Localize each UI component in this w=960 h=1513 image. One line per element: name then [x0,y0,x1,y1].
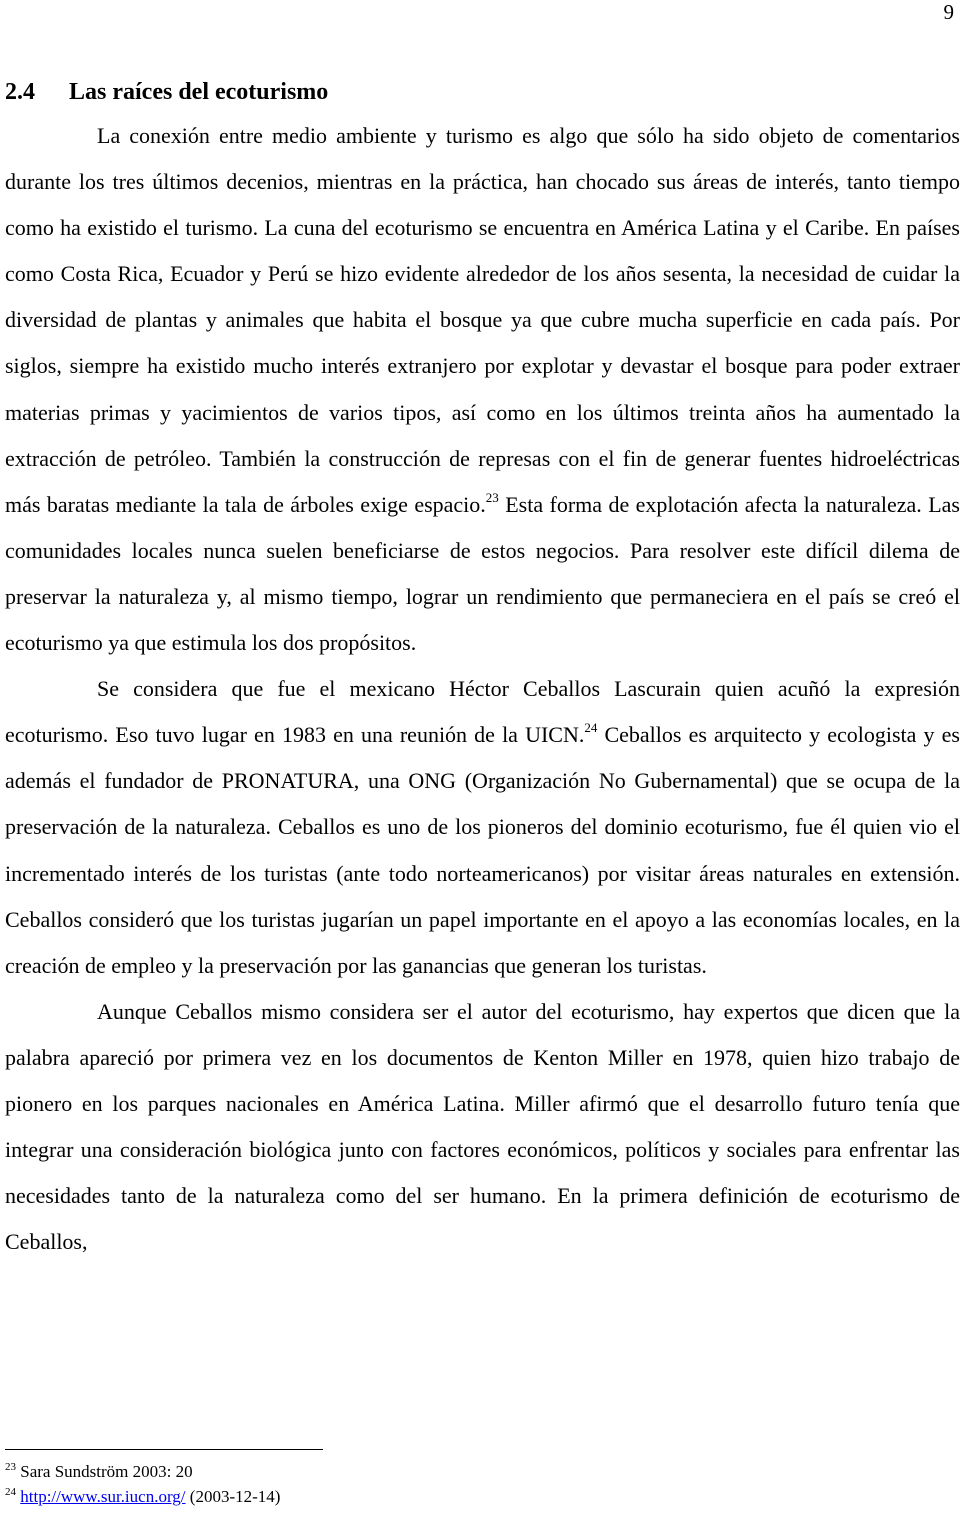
paragraph-text: Se considera que fue el mexicano Héctor Ceballos Lascurain quien acuñó la expresión ecoturismo. Eso tuvo lugar en 1983 en una reunión de la UICN. [5,676,960,748]
paragraph [5,666,960,989]
page-number: 9 [943,0,954,24]
paragraph-text: Esta forma de explotación afecta la naturaleza. Las comunidades locales nunca suelen beneficiarse de estos negocios. Para resolver este difícil dilema de preservar la naturaleza y, al mismo tiempo, lograr un rendimiento que permaneciera en el país se creó el ecoturismo ya que estimula los dos propósitos. [5,491,960,656]
section-heading [5,78,328,106]
paragraph-text: Ceballos es arquitecto y ecologista y es además el fundador de PRONATURA, una ONG (Organización No Gubernamental) que se ocupa de la preservación de la naturaleza. Ceballos es uno de los pioneros del dominio ecoturismo, fue él quien vio el incrementado interés de los turistas (ante todo norteamericanos) por visitar áreas naturales en extensión. Ceballos consideró que los turistas jugarían un papel importante en el apoyo a las economías locales, en la creación de empleo y la preservación por las ganancias que generan los turistas. [5,722,960,978]
footnote-link[interactable]: http://www.sur.iucn.org/ [20,1487,186,1506]
footnote-text: Sara Sundström 2003: 20 [20,1462,193,1481]
footnote [5,1484,280,1509]
footnotes [5,1459,280,1509]
footnote-text: (2003-12-14) [185,1487,281,1506]
footnote-number: 24 [5,1486,16,1498]
footnote-separator [5,1449,323,1450]
footnote [5,1459,280,1484]
footnote-ref[interactable]: 23 [485,489,499,505]
section-title: Las raíces del ecoturismo [69,79,329,105]
paragraph [5,989,960,1266]
paragraph [5,113,960,666]
body-text [5,113,960,1265]
section-number: 2.4 [5,79,35,105]
footnote-ref[interactable]: 24 [584,720,598,736]
footnote-number: 23 [5,1461,16,1473]
paragraph-text: Aunque Ceballos mismo considera ser el autor del ecoturismo, hay expertos que dicen que la palabra apareció por primera vez en los documentos de Kenton Miller en 1978, quien hizo trabajo de pionero en los parques nacionales en América Latina. Miller afirmó que el desarrollo futuro tenía que integrar una consideración biológica junto con factores económicos, políticos y sociales para enfrentar las necesidades tanto de la naturaleza como del ser humano. En la primera definición de ecoturismo de Ceballos, [5,998,960,1255]
paragraph-text: La conexión entre medio ambiente y turismo es algo que sólo ha sido objeto de comentarios durante los tres últimos decenios, mientras en la práctica, han chocado sus áreas de interés, tanto tiempo como ha existido el turismo. La cuna del ecoturismo se encuentra en América Latina y el Caribe. En países como Costa Rica, Ecuador y Perú se hizo evidente alrededor de los años sesenta, la necesidad de cuidar la diversidad de plantas y animales que habita el bosque ya que cubre mucha superficie en cada país. Por siglos, siempre ha existido mucho interés extranjero por explotar y devastar el bosque para poder extraer materias primas y yacimientos de varios tipos, así como en los últimos treinta años ha aumentado la extracción de petróleo. También la construcción de represas con el fin de generar fuentes hidroeléctricas más baratas mediante la tala de árboles exige espacio. [5,123,960,517]
